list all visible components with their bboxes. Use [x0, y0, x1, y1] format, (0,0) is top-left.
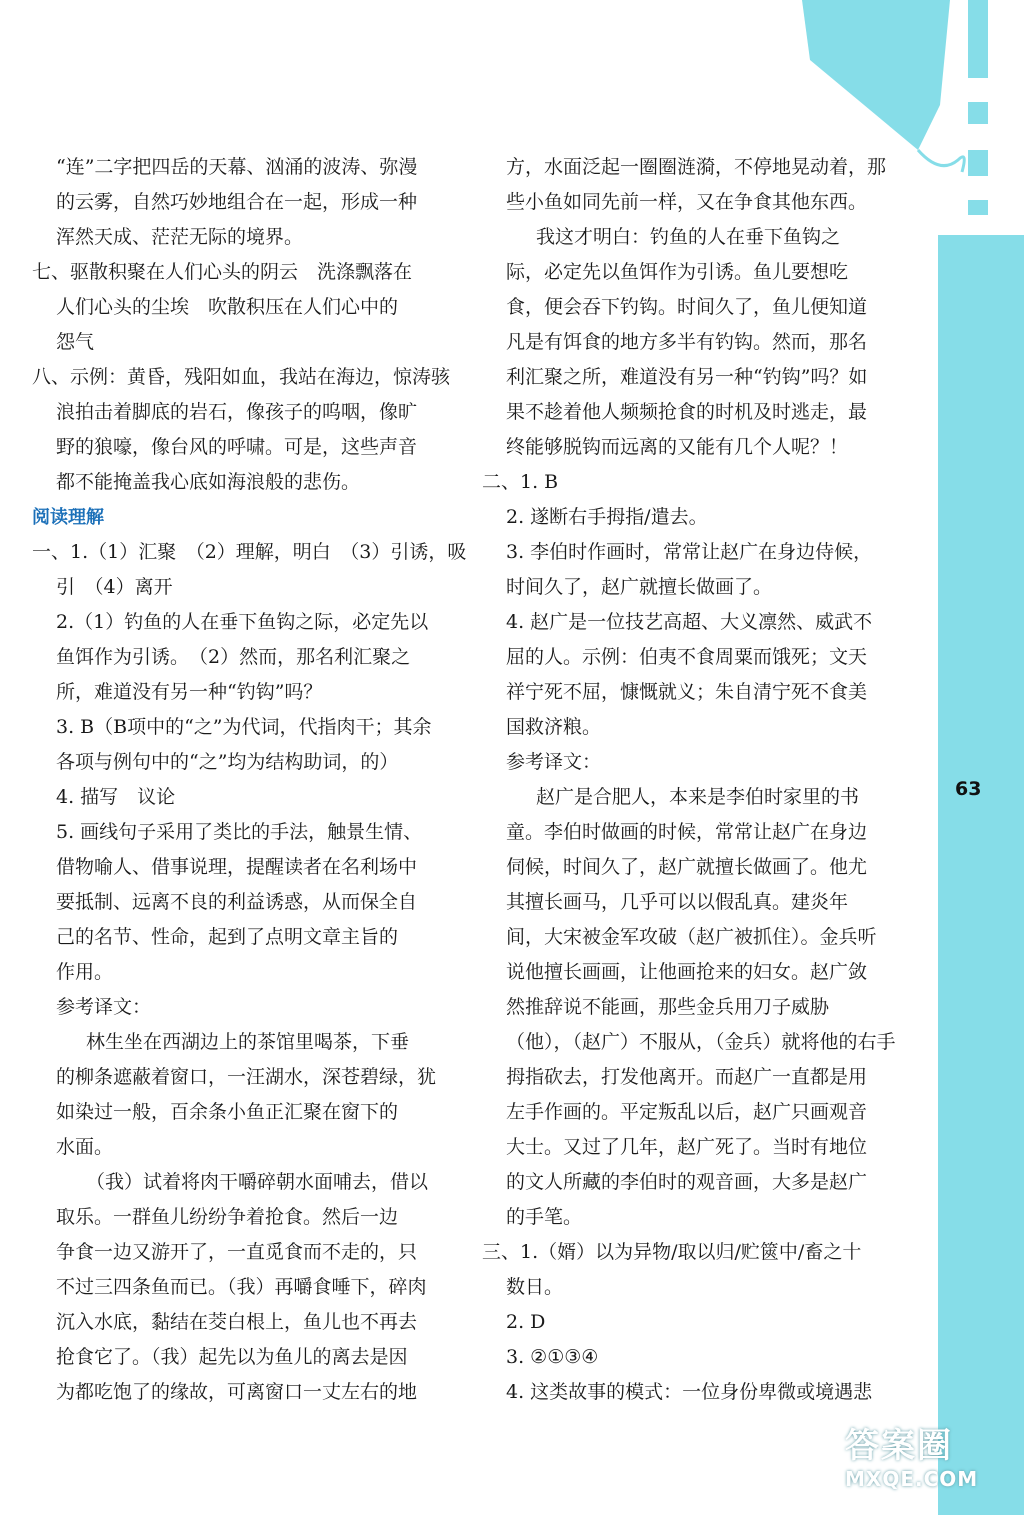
text-line: 争食一边又游开了，一直觅食而不走的，只 — [56, 1241, 418, 1263]
text-line: 所，难道没有另一种“钓钩”吗？ — [56, 681, 323, 703]
text-line: “连”二字把四岳的天幕、汹涌的波涛、弥漫 — [56, 156, 418, 178]
text-line: 童。李伯时做画的时候，常常让赵广在身边 — [506, 821, 868, 843]
text-line: 3. 李伯时作画时，常常让赵广在身边侍候， — [506, 541, 873, 563]
text-line: 间，大宋被金军攻破（赵广被抓住）。金兵听 — [506, 926, 877, 948]
text-line: 左手作画的。平定叛乱以后，赵广只画观音 — [506, 1101, 868, 1123]
page-number: 63 — [955, 778, 982, 800]
text-line: 国救济粮。 — [506, 716, 602, 738]
text-line: 三、1.（婿）以为异物/取以归/贮篋中/畜之十 — [482, 1241, 862, 1263]
text-line: 其擅长画马，几乎可以以假乱真。建炎年 — [506, 891, 849, 913]
text-line: 方，水面泛起一圈圈涟漪，不停地晃动着，那 — [506, 156, 887, 178]
text-line: 参考译文： — [56, 996, 152, 1018]
text-line: 5. 画线句子采用了类比的手法，触景生情、 — [56, 821, 423, 843]
text-line: 我这才明白：钓鱼的人在垂下鱼钩之 — [536, 226, 841, 248]
watermark — [845, 1418, 1015, 1491]
text-line: 赵广是合肥人，本来是李伯时家里的书 — [536, 786, 860, 808]
text-line: 为都吃饱了的缘故，可离窗口一丈左右的地 — [56, 1381, 418, 1403]
text-line: 时间久了，赵广就擅长做画了。 — [506, 576, 773, 598]
text-line: 林生坐在西湖边上的茶馆里喝茶，下垂 — [86, 1031, 410, 1053]
text-line: 作用。 — [56, 961, 114, 983]
text-line: 凡是有饵食的地方多半有钓钩。然而，那名 — [506, 331, 868, 353]
sidebar-block — [968, 200, 988, 215]
text-line: 借物喻人、借事说理，提醒读者在名利场中 — [56, 856, 418, 878]
text-line: 际，必定先以鱼饵作为引诱。鱼儿要想吃 — [506, 261, 849, 283]
text-line: 野的狼嚎，像台风的呼啸。可是，这些声音 — [56, 436, 418, 458]
text-line: 果不趁着他人频频抢食的时机及时逃走，最 — [506, 401, 868, 423]
text-line: 的云雾，自然巧妙地组合在一起，形成一种 — [56, 191, 418, 213]
watermark-logo: 答案圈 — [845, 1426, 953, 1466]
sidebar-block — [968, 0, 988, 78]
text-line: 3. ②①③④ — [506, 1346, 599, 1368]
text-line: 二、1. B — [482, 471, 559, 493]
sidebar-block — [968, 150, 988, 176]
text-line: 伺候，时间久了，赵广就擅长做画了。他尤 — [506, 856, 868, 878]
text-line: 屈的人。示例：伯夷不食周粟而饿死；文天 — [506, 646, 868, 668]
text-line: 水面。 — [56, 1136, 114, 1158]
text-line: 食，便会吞下钓钩。时间久了，鱼儿便知道 — [506, 296, 868, 318]
text-line: 的柳条遮蔽着窗口，一汪湖水，深苍碧绿，犹 — [56, 1066, 437, 1088]
text-line: 鱼饵作为引诱。 （2）然而，那名利汇聚之 — [56, 646, 411, 668]
text-line: 怨气 — [56, 331, 95, 353]
text-line: 沉入水底，黏结在茭白根上，鱼儿也不再去 — [56, 1311, 418, 1333]
text-line: 4. 描写 议论 — [56, 786, 176, 808]
right-column — [482, 150, 902, 1410]
text-line: 八、示例：黄昏，残阳如血，我站在海边，惊涛骇 — [32, 366, 451, 388]
text-line: 不过三四条鱼而已。（我）再嚼食唾下，碎肉 — [56, 1276, 427, 1298]
left-column — [32, 150, 467, 1410]
text-line: 终能够脱钩而远离的又能有几个人呢？！ — [506, 436, 849, 458]
watermark-url: MXQE.COM — [845, 1467, 979, 1491]
text-line: 2. 遂断右手拇指/遣去。 — [506, 506, 708, 528]
text-line: 3. B（B项中的“之”为代词，代指肉干；其余 — [56, 716, 432, 738]
text-line: 一、1.（1）汇聚 （2）理解，明白 （3）引诱，吸 — [32, 541, 467, 563]
text-line: 己的名节、性命，起到了点明文章主旨的 — [56, 926, 399, 948]
text-line: 祥宁死不屈，慷慨就义；朱自清宁死不食美 — [506, 681, 868, 703]
text-line: 都不能掩盖我心底如海浪般的悲伤。 — [56, 471, 361, 493]
text-line: 取乐。一群鱼儿纷纷争着抢食。然后一边 — [56, 1206, 399, 1228]
text-line: 浪拍击着脚底的岩石，像孩子的呜咽，像旷 — [56, 401, 418, 423]
text-line: 引 （4）离开 — [56, 576, 173, 598]
text-line: 些小鱼如同先前一样，又在争食其他东西。 — [506, 191, 868, 213]
text-line: 要抵制、远离不良的利益诱惑，从而保全自 — [56, 891, 418, 913]
text-line: 大士。又过了几年，赵广死了。当时有地位 — [506, 1136, 868, 1158]
text-line: 数日。 — [506, 1276, 564, 1298]
text-line: 的文人所藏的李伯时的观音画，大多是赵广 — [506, 1171, 868, 1193]
text-line: 的手笔。 — [506, 1206, 583, 1228]
text-line: 人们心头的尘埃 吹散积压在人们心中的 — [56, 296, 399, 318]
sidebar-block — [968, 102, 988, 124]
text-line: （他），（赵广）不服从，（金兵）就将他的右手 — [506, 1031, 896, 1053]
text-line: 2.（1）钓鱼的人在垂下鱼钩之际，必定先以 — [56, 611, 429, 633]
text-line: 如染过一般，百余条小鱼正汇聚在窗下的 — [56, 1101, 399, 1123]
text-line: （我）试着将肉干嚼碎朝水面哺去，借以 — [86, 1171, 429, 1193]
text-line: 各项与例句中的“之”均为结构助词，的） — [56, 751, 399, 773]
sidebar-strip — [938, 235, 1024, 1515]
text-line: 参考译文： — [506, 751, 602, 773]
text-line: 七、驱散积聚在人们心头的阴云 洗涤飘落在 — [32, 261, 413, 283]
text-line: 浑然天成、茫茫无际的境界。 — [56, 226, 304, 248]
text-line: 利汇聚之所，难道没有另一种“钓钩”吗？如 — [506, 366, 868, 388]
text-line: 4. 这类故事的模式：一位身份卑微或境遇悲 — [506, 1381, 873, 1403]
text-line: 4. 赵广是一位技艺高超、大义凛然、威武不 — [506, 611, 873, 633]
text-line: 拇指砍去，打发他离开。而赵广一直都是用 — [506, 1066, 868, 1088]
text-line: 然推辞说不能画，那些金兵用刀子威胁 — [506, 996, 830, 1018]
text-line: 说他擅长画画，让他画抢来的妇女。赵广敛 — [506, 961, 868, 983]
text-line: 抢食它了。（我）起先以为鱼儿的离去是因 — [56, 1346, 408, 1368]
section-heading: 阅读理解 — [32, 507, 104, 528]
text-line: 2. D — [506, 1311, 546, 1333]
